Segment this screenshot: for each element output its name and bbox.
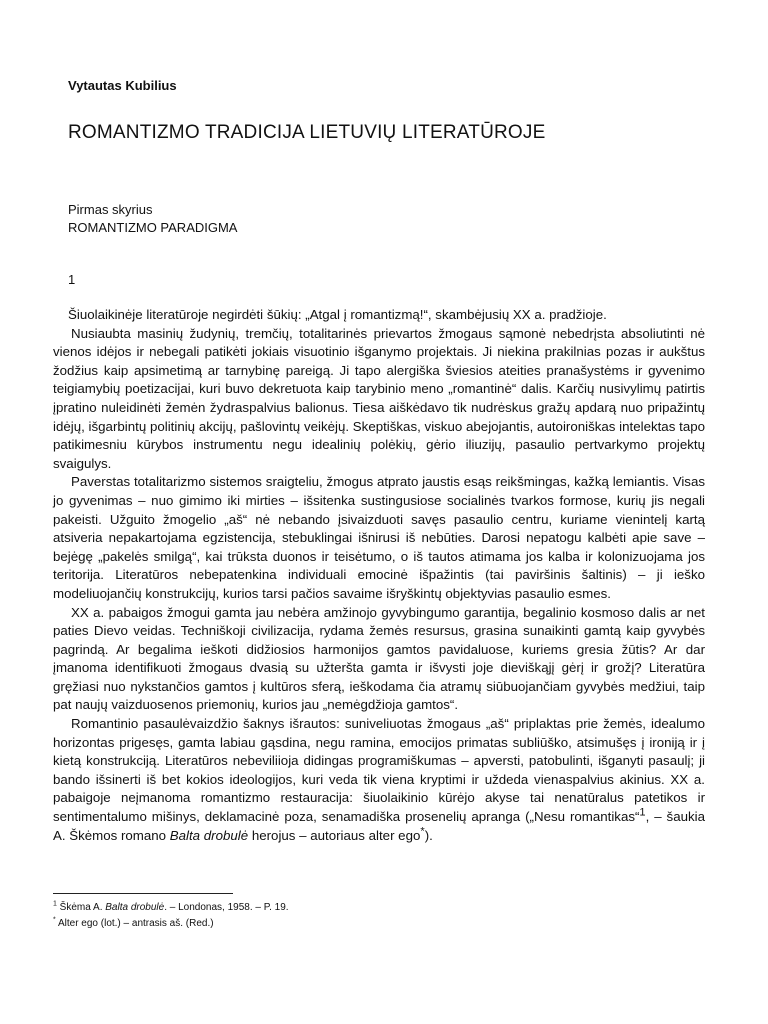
footnote-mark: *: [53, 916, 56, 924]
footnote-italic: Balta drobulė: [105, 902, 165, 913]
novel-title: Balta drobulė: [169, 827, 249, 843]
footnote-text: Škėma A.: [56, 902, 106, 913]
paragraph: Nusiaubta masinių žudynių, tremčių, totalitarinės prievartos žmogaus sąmonė nebedrįsta absoliutinti nė vienos idėjos ir nebegali patikėti jokiais visuotinio išganymo projektais. Ji niekina prakilnias pozas ir aukštus žodžius kaip apsimetimą ar tarnybinę pareigą. Ji tapo alergiška šviesios ateities pranašystėms ir gyvenimo teigiamybių poetizacijai, kuri buvo dekretuota kaip tarybinio meno „romantinė“ dalis. Karčių nusivylimų patirtis įpratino nuleidinėti žemėn žydraspalvius balionus. Tiesa aiškėdavo tik nudrėskus gražų apdarą nuo pripažintų idėjų, išgarbintų politinių akcijų, pašlovintų veikėjų. Skeptiškas, viskuo abejojantis, autoironiškas intelektas tapo patikimesniu kūrybos instrumentu negu idealinių polėkių, gėrio iliuzijų, pasaulio pertvarkymo projektų svaigulys.: [53, 325, 705, 471]
paragraph-text: herojus – autoriaus alter ego: [248, 827, 421, 843]
chapter-name: ROMANTIZMO PARADIGMA: [68, 220, 238, 235]
footnote-text: . – Londonas, 1958. – P. 19.: [164, 902, 289, 913]
footnote: [53, 916, 703, 932]
paragraph: Šiuolaikinėje literatūroje negirdėti šūkių: „Atgal į romantizmą!“, skambėjusių XX a. pradžioje.: [68, 307, 607, 322]
paragraph-text: , – šaukia A. Škėmos romano: [53, 809, 705, 843]
footnotes: [53, 900, 703, 932]
author-name: Vytautas Kubilius: [68, 78, 177, 93]
footnote-divider: [53, 893, 233, 894]
footnote-mark: 1: [53, 900, 57, 908]
footnote-text: Alter ego (lot.) – antrasis aš. (Red.): [55, 918, 214, 929]
paragraph: [53, 715, 705, 845]
footnote-ref: *: [420, 825, 425, 838]
footnote-ref: 1: [639, 806, 646, 819]
chapter-label: Pirmas skyrius: [68, 202, 153, 217]
paragraph-text: Romantinio pasaulėvaizdžio šaknys išrautos: suniveliuotas žmogaus „aš“ priplaktas prie žemės, idealumo horizontas prigesęs, gamta labiau gąsdina, negu ramina, emocijos primatas subliūško, atsimušęs į ironiją ir į kietą konstrukciją. Literatūros nebeviliioja didingas programiškumas – apversti, patobulinti, išganyti pasaulį; ji bando išsinerti iš bet kokios ideologijos, kuri veda tik viena kryptimi ir uždeda vienaspalvius akinius. XX a. pabaigoje neįmanoma romantizmo restauracija: šiuolaikinio kūrėjo akyse tai nenatūralus patetikos ir sentimentalumo mišinys, deklamacinė poza, senamadiška prosenelių apranga („Nesu romantikas“: [53, 716, 705, 825]
body-text: [53, 306, 705, 845]
book-title: ROMANTIZMO TRADICIJA LIETUVIŲ LITERATŪROJE: [68, 122, 546, 143]
paragraph: Paverstas totalitarizmo sistemos sraigteliu, žmogus atprato jaustis esąs reikšmingas, kažką lemiantis. Visas jo gyvenimas – nuo gimimo iki mirties – išsitenka sustingusiose socialinės tvarkos formose, kurių jis negali pakeisti. Užguito žmogelio „aš“ nė nebando įsivaizduoti savęs pasaulio centru, kuriame vienintelį kartą atsiveria nepakartojama egzistencija, stebuklingai išnirusi iš nebūties. Darosi nepatogu kalbėti apie save – bejėgę „pakelės smilgą“, kai trūksta duonos ir teisėtumo, o iš tautos atimama jos kalba ir kolonizuojama jos teritorija. Literatūros nebepatenkina individuali emocinė išpažintis (tai paviršinis šaltinis) – ji ieško modeliuojančių konstrukcijų, kurios tarsi pačios savaime išryškintų objektyvias pasaulio esmes.: [53, 474, 705, 601]
section-number: 1: [68, 272, 76, 287]
chapter-heading: [68, 201, 237, 237]
paragraph-text: ).: [424, 827, 433, 843]
paragraph: XX a. pabaigos žmogui gamta jau nebėra amžinojo gyvybingumo garantija, begalinio kosmoso dalis ar net paties Dievo veidas. Techniškoji civilizacija, rydama žemės resursus, grasina sunaikinti gamtą kaip gyvybės pagrindą. Ar begalima ieškoti didžiosios harmonijos gamtos pavidaluose, kuriems gresia žūtis? Ar dar įmanoma identifikuoti žmogaus dvasią su užteršta gamta ir išvysti joje dieviškąjį gėrį ir grožį? Literatūra gręžiasi nuo nykstančios gamtos į kultūros sferą, ieškodama čia atramų siūbuojančiam gyvybės medžiui, taip pat naujų vaizduosenos priemonių, kurios jau „nemėgdžioja gamtos“.: [53, 604, 705, 713]
footnote: [53, 900, 703, 916]
